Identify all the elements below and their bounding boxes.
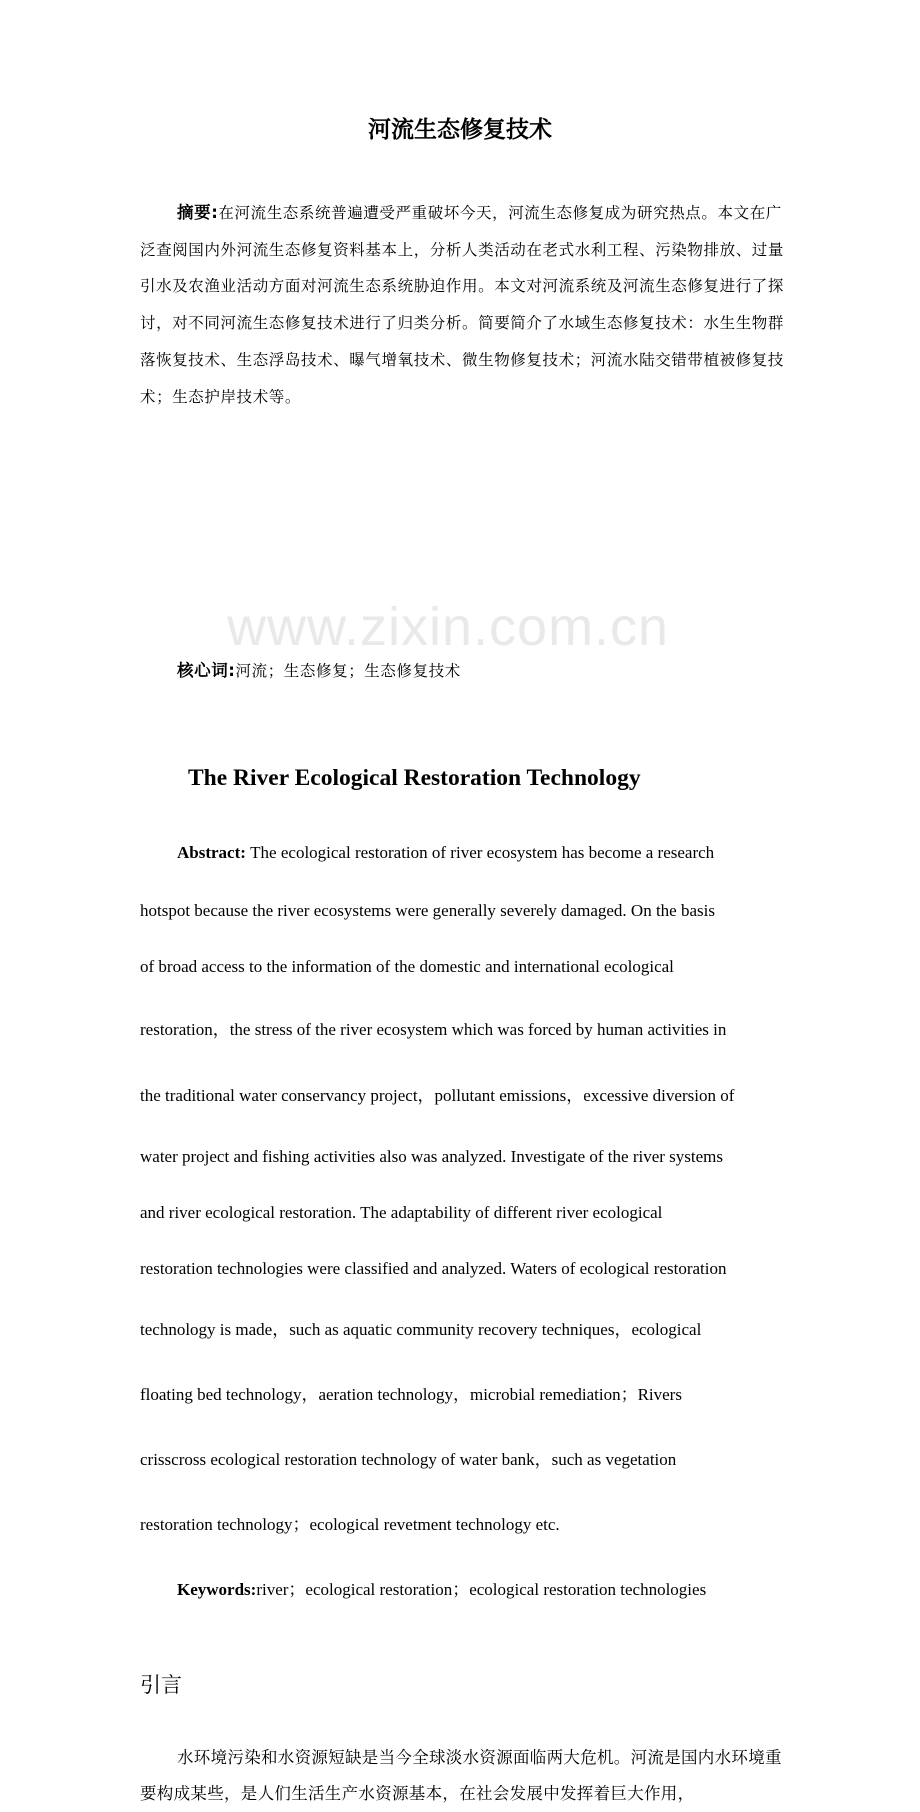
english-abstract-line: floating bed technology，aeration technology，microbial remediation；Rivers: [140, 1385, 682, 1405]
english-abstract-line: hotspot because the river ecosystems were generally severely damaged. On the basis: [140, 901, 715, 921]
english-abstract-line: restoration，the stress of the river ecosystem which was forced by human activities in: [140, 1020, 727, 1040]
english-keywords-label: Keywords:: [177, 1580, 257, 1600]
chinese-keywords: [140, 655, 790, 687]
chinese-title: 河流生态修复技术: [368, 117, 552, 143]
chinese-abstract-label: 摘要:: [177, 203, 219, 222]
english-abstract-line: technology is made，such as aquatic community recovery techniques，ecological: [140, 1320, 702, 1340]
english-keywords-text: river；ecological restoration；ecological restoration technologies: [256, 1580, 707, 1600]
english-title: The River Ecological Restoration Technology: [188, 765, 641, 792]
introduction-paragraph: [140, 1740, 790, 1812]
english-abstract-line: restoration technology；ecological revetment technology etc.: [140, 1515, 560, 1535]
english-abstract-line: [177, 843, 920, 863]
english-abstract-line: restoration technologies were classified and analyzed. Waters of ecological restoration: [140, 1259, 727, 1279]
section-heading-introduction: 引言: [140, 1673, 182, 1698]
english-abstract-line-text: The ecological restoration of river ecosystem has become a research: [250, 843, 715, 863]
chinese-keywords-text: 河流；生态修复；生态修复技术: [235, 662, 461, 681]
english-keywords: [177, 1575, 920, 1600]
english-abstract-line: and river ecological restoration. The adaptability of different river ecological: [140, 1203, 663, 1223]
english-abstract-label: Abstract:: [177, 843, 246, 863]
english-abstract-line: crisscross ecological restoration technology of water bank，such as vegetation: [140, 1450, 677, 1470]
english-abstract-line: of broad access to the information of the domestic and international ecological: [140, 957, 674, 977]
watermark: www.zixin.com.cn: [227, 597, 670, 657]
chinese-keywords-label: 核心词:: [177, 661, 236, 681]
chinese-abstract: [140, 195, 790, 415]
chinese-abstract-text: 在河流生态系统普遍遭受严重破坏今天，河流生态修复成为研究热点。本文在广泛查阅国内外河流生态修复资料基本上，分析人类活动在老式水利工程、污染物排放、过量引水及农渔业活动方面对河流生态系统胁迫作用。本文对河流系统及河流生态修复进行了探讨，对不同河流生态修复技术进行了归类分析。简要简介了水域生态修复技术：水生生物群落恢复技术、生态浮岛技术、曝气增氧技术、微生物修复技术；河流水陆交错带植被修复技术；生态护岸技术等。: [140, 204, 785, 406]
english-abstract-line: water project and fishing activities also was analyzed. Investigate of the river systems: [140, 1147, 724, 1167]
introduction-text: 水环境污染和水资源短缺是当今全球淡水资源面临两大危机。河流是国内水环境重要构成某些，是人们生活生产水资源基本，在社会发展中发挥着巨大作用，: [140, 1748, 782, 1804]
english-abstract-line: the traditional water conservancy project，pollutant emissions，excessive diversion of: [140, 1086, 735, 1106]
